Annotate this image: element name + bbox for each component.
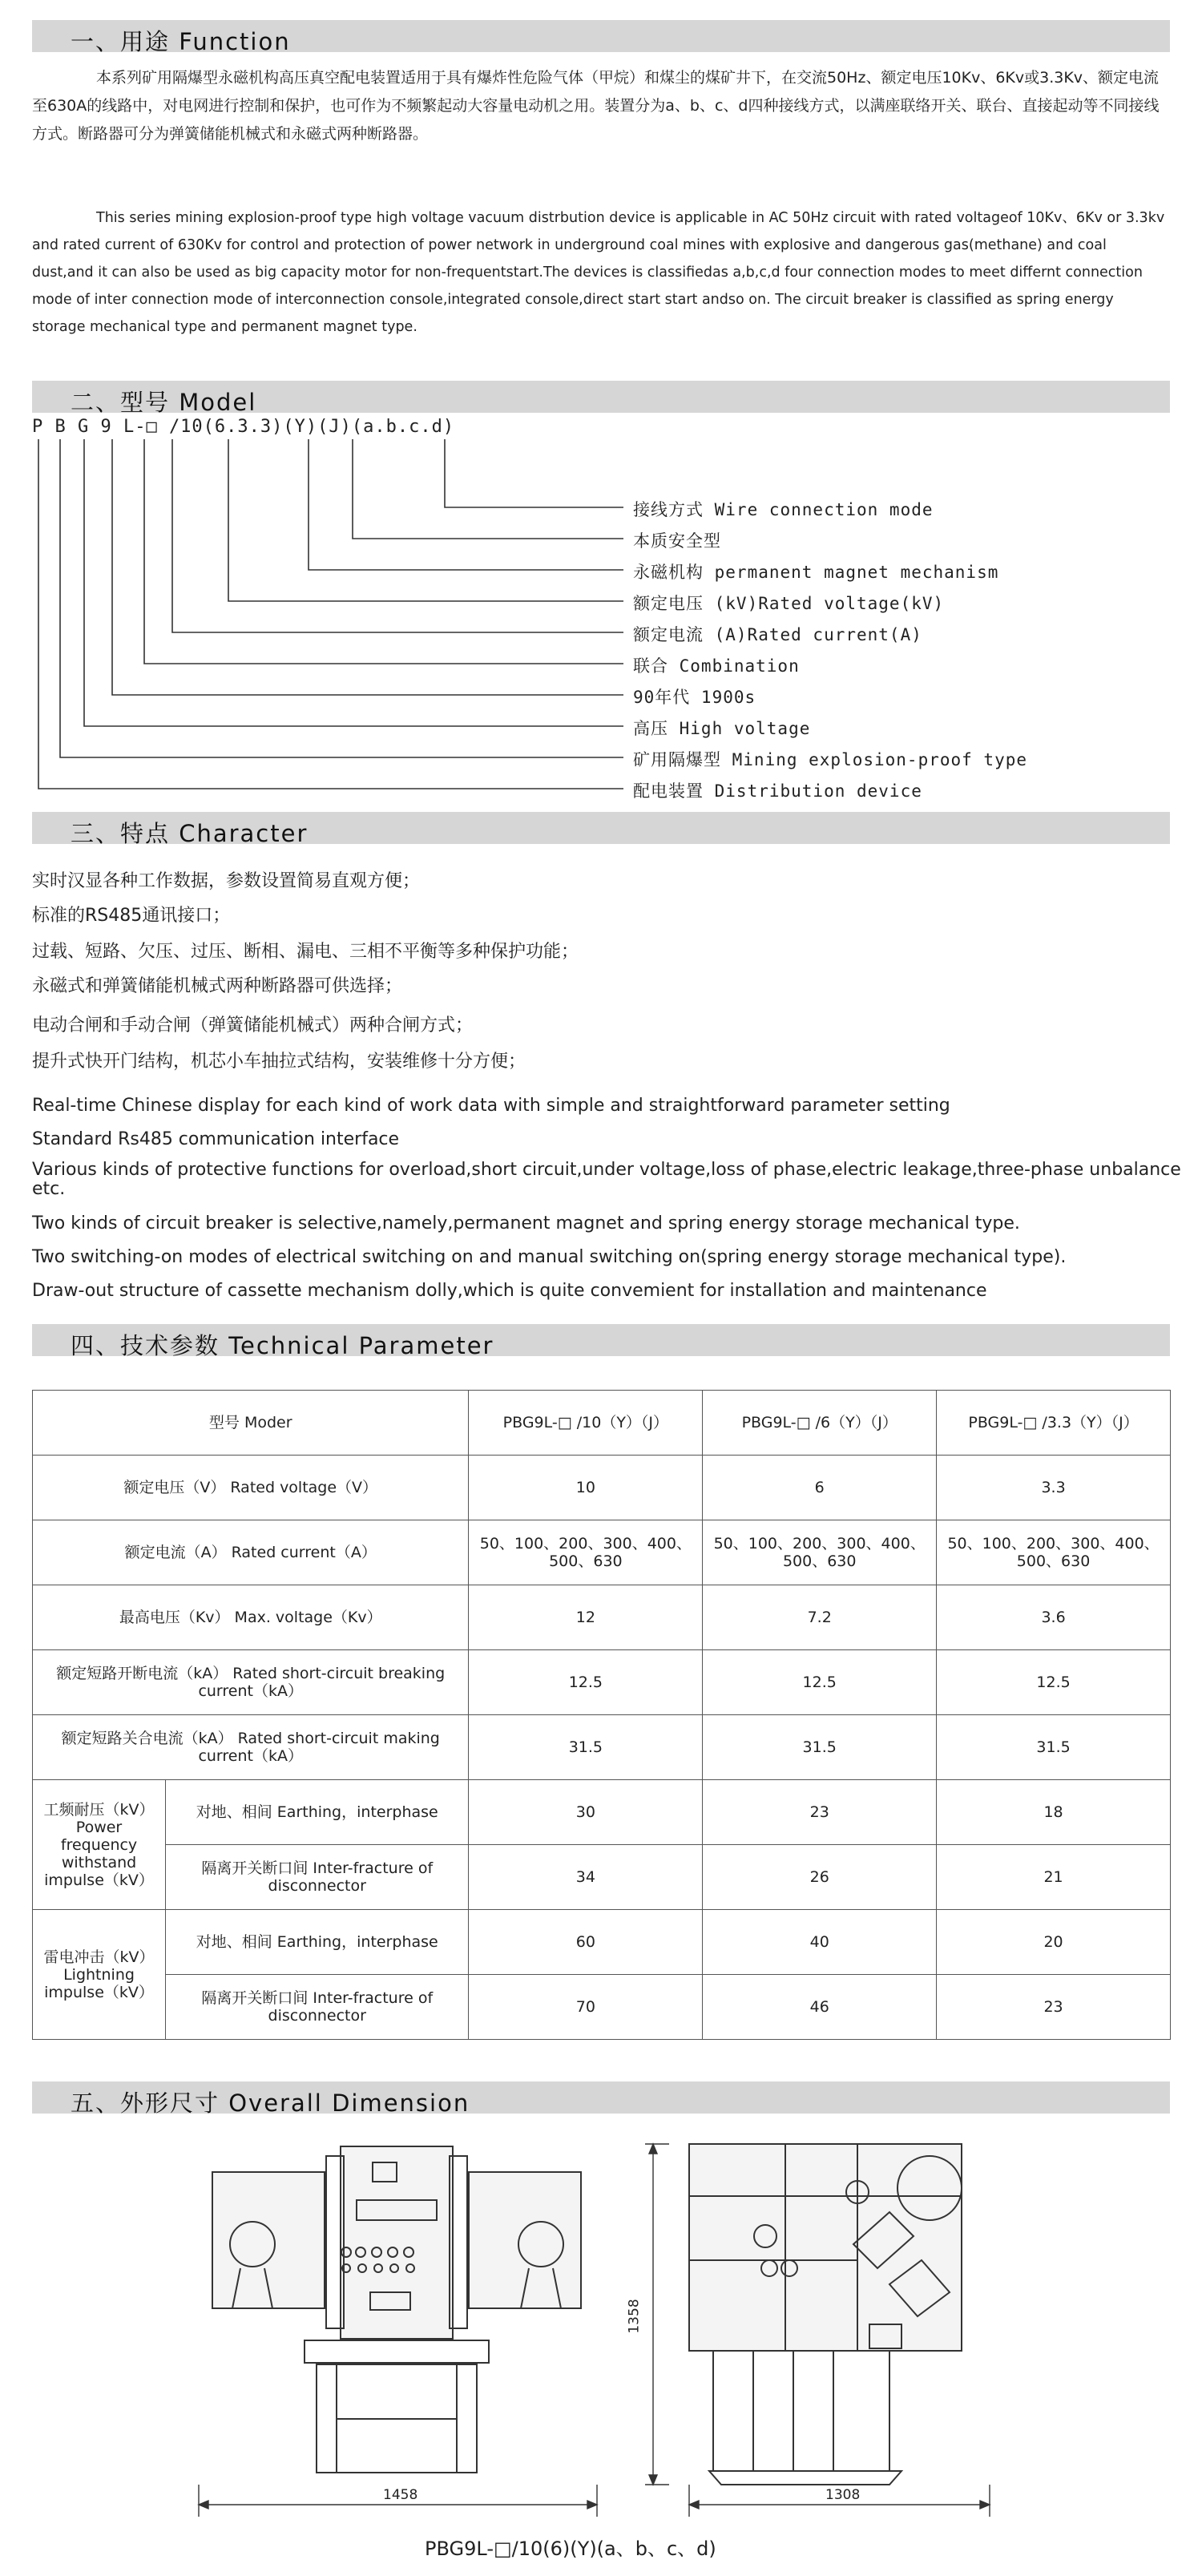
feature-en: Standard Rs485 communication interface	[32, 1129, 400, 1149]
section-title: 五、外形尺寸 Overall Dimension	[71, 2089, 470, 2117]
row-label: 最高电压（Kv） Max. voltage（Kv）	[33, 1585, 469, 1650]
cell: 60	[469, 1910, 703, 1975]
front-view-drawing	[212, 2146, 581, 2473]
function-text-en: This series mining explosion-proof type high voltage vacuum distrbution device is applicable in AC 50Hz circuit with rated voltageof 10Kv、6Kv or 3.3kv and rated current of 630Kv for control and protection of power network in underground coal mines with explosive and dangerous gas(methane) and coal dust,and it can also be used as big capacity motor for non-frequentstart.The devices is classifiedas a,b,c,d four connection modes to meet differnt connection mode of inter connection mode of interconnection console,integrated console,direct start start andso on. The circuit breaker is classified as spring energy storage mechanical type and permanent magnet type.	[32, 210, 1165, 335]
model-label: 本质安全型	[633, 531, 721, 551]
cell: 3.3	[937, 1456, 1171, 1520]
cell: 70	[469, 1975, 703, 2040]
section-title: 三、特点 Character	[71, 820, 309, 847]
model-label: 额定电压 (kV)Rated voltage(kV)	[633, 594, 945, 613]
model-label: 联合 Combination	[633, 656, 800, 676]
section-title: 四、技术参数 Technical Parameter	[71, 1332, 494, 1359]
cell: 23	[703, 1780, 937, 1845]
row-label: 额定短路关合电流（kA） Rated short-circuit making current（kA）	[33, 1715, 469, 1780]
feature-cn: 电动合闸和手动合闸（弹簧储能机械式）两种合闸方式；	[32, 1015, 474, 1036]
cell: 31.5	[469, 1715, 703, 1780]
table-header-row	[33, 1391, 1171, 1456]
cell: 26	[703, 1845, 937, 1910]
cell: 18	[937, 1780, 1171, 1845]
cell: 34	[469, 1845, 703, 1910]
table-row	[33, 1585, 1171, 1650]
cell: 12.5	[937, 1650, 1171, 1715]
row-label: 额定电流（A） Rated current（A）	[33, 1520, 469, 1585]
table-row	[33, 1650, 1171, 1715]
model-label: 90年代 1900s	[633, 688, 756, 707]
cell: 10	[469, 1456, 703, 1520]
cell: 12.5	[469, 1650, 703, 1715]
feature-en: Real-time Chinese display for each kind of work data with simple and straightforward parameter setting	[32, 1096, 950, 1116]
table-row	[33, 1520, 1171, 1585]
cell: 23	[937, 1975, 1171, 2040]
cell: 31.5	[703, 1715, 937, 1780]
cell: 46	[703, 1975, 937, 2040]
cell: 20	[937, 1910, 1171, 1975]
header-cell: PBG9L-□ /10（Y）（J）	[469, 1391, 703, 1456]
model-label: 接线方式 Wire connection mode	[633, 500, 934, 519]
table-row	[33, 1910, 1171, 1975]
cell: 21	[937, 1845, 1171, 1910]
cell: 50、100、200、300、400、500、630	[703, 1520, 937, 1585]
group-label: 工频耐压（kV） Power frequency withstand impulse（kV）	[33, 1780, 166, 1910]
row-label: 隔离开关断口间 Inter-fracture of disconnector	[166, 1845, 469, 1910]
model-label: 额定电流 (A)Rated current(A)	[633, 625, 922, 644]
model-code: P B G 9 L-□ /10(6.3.3)(Y)(J)(a.b.c.d)	[32, 417, 455, 437]
feature-en: Two kinds of circuit breaker is selective,namely,permanent magnet and spring energy storage mechanical type.	[32, 1213, 1020, 1233]
row-label: 隔离开关断口间 Inter-fracture of disconnector	[166, 1975, 469, 2040]
side-height-label: 1358	[626, 2299, 643, 2334]
feature-cn: 永磁式和弹簧储能机械式两种断路器可供选择；	[32, 976, 403, 996]
feature-en: Various kinds of protective functions for overload,short circuit,under voltage,loss of phase,electric leakage,three-phase unbalance etc.	[32, 1160, 1181, 1199]
section-header-character	[32, 812, 1170, 847]
row-label: 额定电压（V） Rated voltage（V）	[33, 1456, 469, 1520]
group-label: 雷电冲击（kV） Lightning impulse（kV）	[33, 1910, 166, 2040]
cell: 7.2	[703, 1585, 937, 1650]
spec-table	[32, 1390, 1171, 2040]
side-width-label: 1308	[825, 2487, 861, 2503]
section-title: 二、型号 Model	[71, 389, 257, 416]
row-label: 对地、相间 Earthing，interphase	[166, 1910, 469, 1975]
header-cell: PBG9L-□ /3.3（Y）（J）	[937, 1391, 1171, 1456]
row-label: 额定短路开断电流（kA） Rated short-circuit breaking current（kA）	[33, 1650, 469, 1715]
cell: 6	[703, 1456, 937, 1520]
header-cell: PBG9L-□ /6（Y）（J）	[703, 1391, 937, 1456]
cell: 12	[469, 1585, 703, 1650]
feature-cn: 提升式快开门结构，机芯小车抽拉式结构，安装维修十分方便；	[32, 1052, 526, 1072]
cell: 31.5	[937, 1715, 1171, 1780]
cell: 3.6	[937, 1585, 1171, 1650]
front-width-label: 1458	[383, 2487, 418, 2503]
table-row	[33, 1845, 1171, 1910]
row-label: 对地、相间 Earthing，interphase	[166, 1780, 469, 1845]
section-header-technical	[32, 1324, 1170, 1359]
table-row	[33, 1975, 1171, 2040]
cell: 30	[469, 1780, 703, 1845]
cell: 50、100、200、300、400、500、630	[937, 1520, 1171, 1585]
side-view-drawing	[689, 2144, 962, 2485]
feature-cn: 过载、短路、欠压、过压、断相、漏电、三相不平衡等多种保护功能；	[32, 942, 579, 962]
section-header-dimension	[32, 2081, 1170, 2117]
cell: 12.5	[703, 1650, 937, 1715]
model-label: 矿用隔爆型 Mining explosion-proof type	[633, 750, 1028, 769]
function-text-cn: 本系列矿用隔爆型永磁机构高压真空配电装置适用于具有爆炸性危险气体（甲烷）和煤尘的煤矿井下，在交流50Hz、额定电压10Kv、6Kv或3.3Kv、额定电流至630A的线路中，对电网进行控制和保护，也可作为不频繁起动大容量电动机之用。装置分为a、b、c、d四种接线方式，以满座联络开关、联台、直接起动等不同接线方式。断路器可分为弹簧储能机械式和永磁式两种断路器。	[32, 69, 1160, 143]
cell: 40	[703, 1910, 937, 1975]
table-row	[33, 1715, 1171, 1780]
cell: 50、100、200、300、400、500、630	[469, 1520, 703, 1585]
table-row	[33, 1780, 1171, 1845]
feature-en: Draw-out structure of cassette mechanism dolly,which is quite convemient for installation and maintenance	[32, 1281, 987, 1301]
feature-cn: 标准的RS485通讯接口；	[32, 906, 231, 926]
model-leader-lines	[38, 439, 623, 789]
feature-en: Two switching-on modes of electrical switching on and manual switching on(spring energy storage mechanical type).	[32, 1247, 1067, 1267]
header-cell: 型号 Moder	[33, 1391, 469, 1456]
model-label: 配电装置 Distribution device	[633, 781, 922, 801]
feature-cn: 实时汉显各种工作数据，参数设置简易直观方便；	[32, 871, 421, 891]
section-title: 一、用途 Function	[71, 28, 291, 55]
table-row	[33, 1456, 1171, 1520]
dimension-caption: PBG9L-□/10(6)(Y)(a、b、c、d)	[425, 2538, 716, 2560]
model-label: 永磁机构 permanent magnet mechanism	[633, 563, 999, 582]
model-label: 高压 High voltage	[633, 719, 811, 738]
